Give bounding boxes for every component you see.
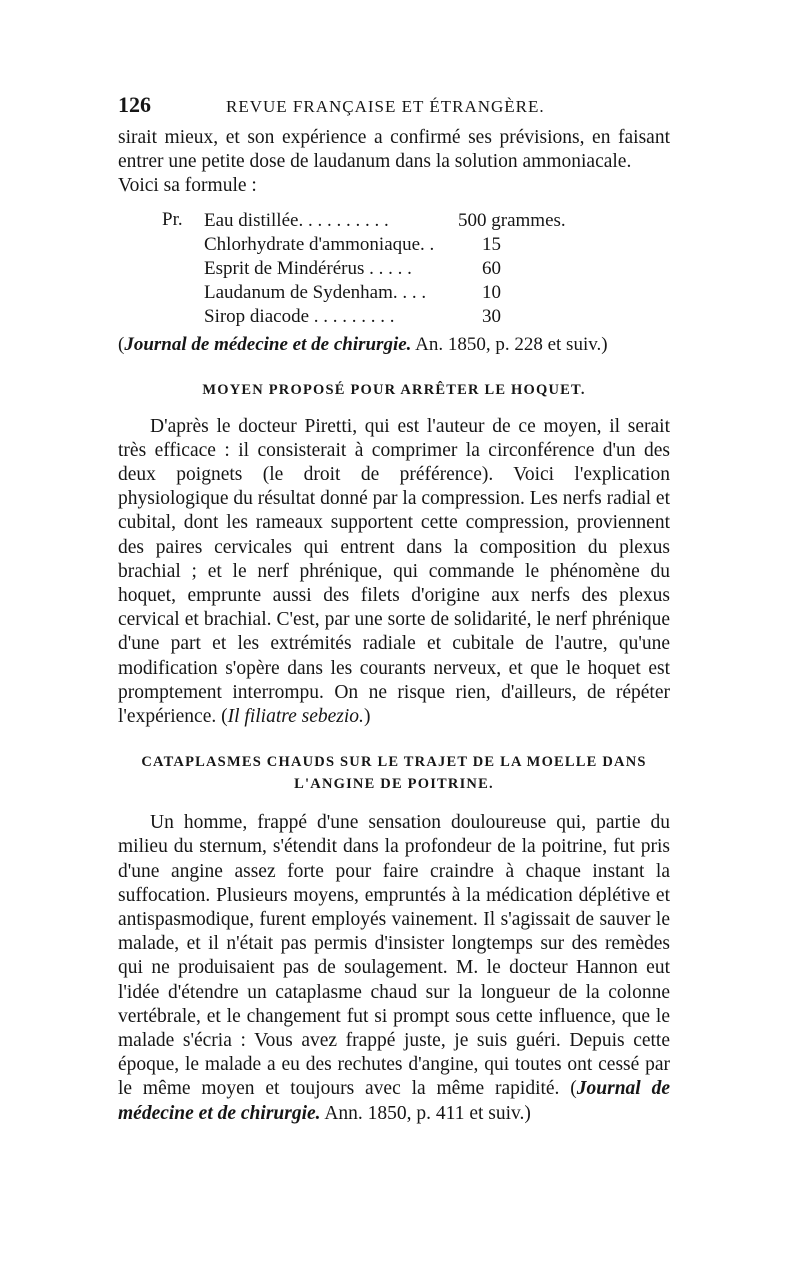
- intro-line: entrer une petite dose de laudanum dans la solution ammoniacale.: [118, 151, 632, 173]
- source-journal: Il filiatre sebezio.: [227, 706, 364, 728]
- formula-quantity: 30: [482, 305, 501, 327]
- book-page: [118, 92, 670, 1126]
- citation-open: (: [118, 333, 125, 355]
- formula-prefix: Pr.: [162, 208, 183, 230]
- section-title-angine: [118, 751, 670, 795]
- body-text: D'après le docteur Piretti, qui est l'auteur de ce moyen, il serait très efficace : il consisterait à comprimer la circonférence d'un des deux poignets (le droit de préférence). Voici l'explication physiologique du résultat donné par la compression. Les nerfs radial et cubital, dont les rameaux supportent cette compression, proviennent des paires cervicales qui entrent dans la composition du plexus brachial ; et le nerf phrénique, qui commande le phénomène du hoquet, emprunte aussi des filets d'origine aux nerfs des plexus cervical et brachial. C'est, par une sorte de solidarité, le nerf phrénique d'une part et les extrémités radiale et cubitale de l'autre, qu'une modification s'opère dans les courants nerveux, et que le hoquet est promptement interrompu. On ne risque rien, d'ailleurs, de répéter l'expérience.: [118, 415, 670, 728]
- section-title-hoquet: MOYEN PROPOSÉ POUR ARRÊTER LE HOQUET.: [202, 381, 586, 398]
- section-title-line: L'ANGINE DE POITRINE.: [294, 776, 494, 793]
- formula-ingredient: Eau distillée. . . . . . . . . .: [204, 209, 389, 231]
- citation-reference: An. 1850, p. 228 et suiv.): [411, 333, 608, 355]
- source-open: (: [559, 1078, 577, 1100]
- section-title-line: CATAPLASMES CHAUDS SUR LE TRAJET DE LA MOELLE DANS: [141, 754, 647, 771]
- intro-paragraph: [118, 126, 670, 199]
- formula-quantity: 10: [482, 281, 501, 303]
- formula-quantity: 15: [482, 233, 501, 255]
- source-open: (: [216, 706, 228, 728]
- intro-line: Voici sa formule :: [118, 175, 257, 197]
- source-journal: Journal de médecine et de chirurgie.: [118, 1078, 670, 1124]
- formula-table: [118, 209, 670, 329]
- formula-ingredient: Sirop diacode . . . . . . . . .: [204, 305, 395, 327]
- citation-journal: Journal de médecine et de chirurgie.: [124, 333, 412, 355]
- section-body-angine: [118, 811, 670, 1126]
- source-close: ): [363, 706, 371, 728]
- source-reference: Ann. 1850, p. 411 et suiv.): [320, 1102, 531, 1124]
- page-number: 126: [118, 92, 151, 117]
- body-text: Un homme, frappé d'une sensation douloureuse qui, partie du milieu du sternum, s'étendit dans la profondeur de la poitrine, fut pris d'une angine assez forte pour faire craindre à chaque instant la suffocation. Plusieurs moyens, empruntés à la médication déplétive et antispasmodique, furent employés vainement. Il s'agissait de sauver le malade, et il n'était pas permis d'insister longtemps sur des remèdes qui ne produisaient pas de soulagement. M. le docteur Hannon eut l'idée d'étendre un cataplasme chaud sur la longueur de la colonne vertébrale, et le changement fut si prompt sous cette influence, que le malade s'écria : Vous avez frappé juste, je suis guéri. Depuis cette époque, le malade a eu des rechutes d'angine, qui toutes ont cessé par le même moyen et toujours avec la même rapidité.: [118, 812, 670, 1100]
- section-body-hoquet: [118, 415, 670, 730]
- formula-ingredient: Chlorhydrate d'ammoniaque. .: [204, 233, 435, 255]
- formula-ingredient: Esprit de Mindérérus . . . . .: [204, 257, 412, 279]
- formula-quantity: 500 grammes.: [458, 209, 566, 231]
- formula-citation: [118, 333, 670, 357]
- running-title: REVUE FRANÇAISE ET ÉTRANGÈRE.: [226, 97, 545, 116]
- page-header: [118, 92, 670, 126]
- formula-quantity: 60: [482, 257, 501, 279]
- intro-line: sirait mieux, et son expérience a confirmé ses prévisions, en faisant: [118, 127, 670, 148]
- formula-ingredient: Laudanum de Sydenham. . . .: [204, 281, 427, 303]
